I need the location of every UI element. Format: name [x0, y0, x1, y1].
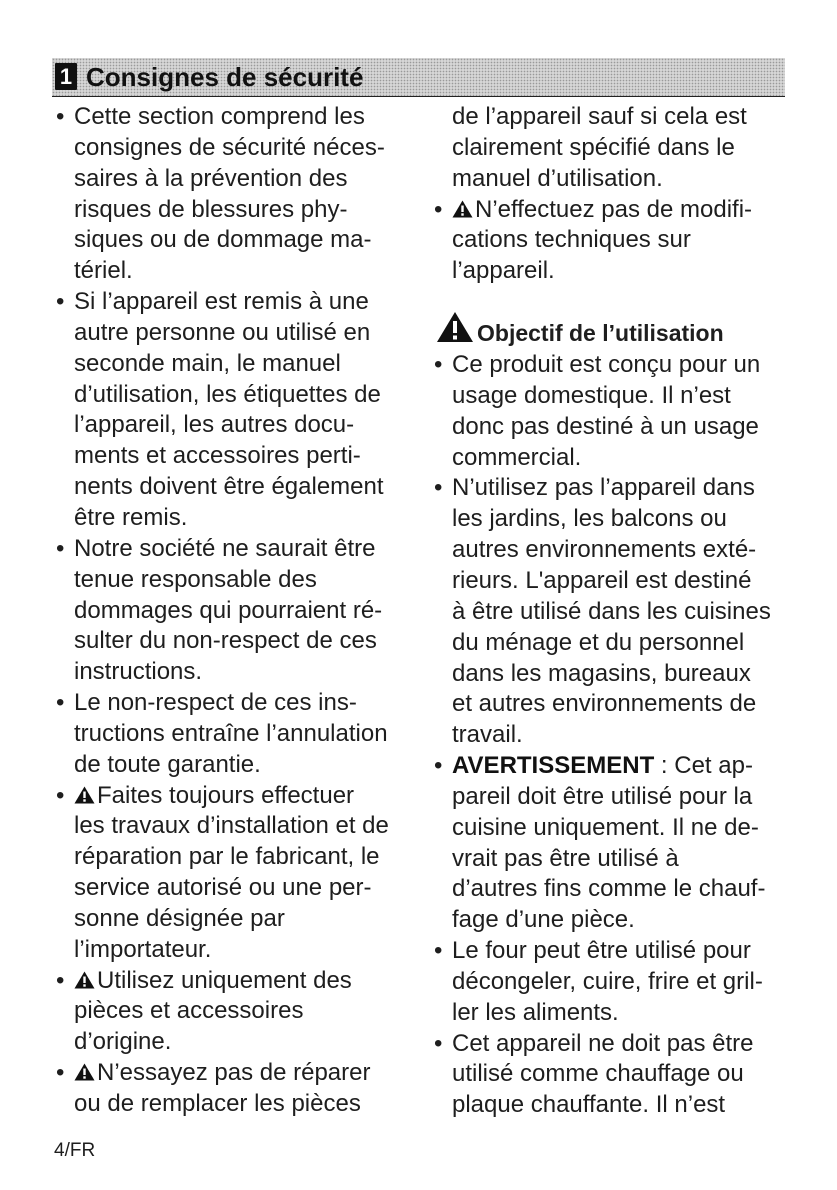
bullet-item: [54, 966, 414, 1059]
text-line: donc pas destiné à un usage: [452, 412, 759, 440]
text-line: les jardins, les balcons ou: [452, 505, 727, 533]
text-line: et autres environnements de: [452, 690, 757, 718]
subheading-intended-use: [432, 311, 804, 350]
text-line: AVERTISSEMENT : Cet ap-: [452, 752, 753, 780]
text-line: du ménage et du personnel: [452, 628, 745, 656]
text-line: tenue responsable des: [74, 565, 317, 593]
bullet-marker: •: [56, 103, 65, 130]
bullet-marker: •: [56, 1059, 65, 1087]
text-line: clairement spécifié dans le: [452, 133, 735, 161]
bullet-marker: •: [434, 752, 443, 780]
text-line: l’importateur.: [74, 935, 212, 963]
warning-triangle-icon: [74, 1063, 95, 1081]
text-line: d’autres fins comme le chauf-: [452, 875, 766, 903]
section-number-badge: 1: [55, 63, 77, 90]
text-line: à être utilisé dans les cuisines: [452, 597, 771, 625]
text-line: pièces et accessoires: [74, 997, 304, 1025]
warning-list: [432, 195, 804, 288]
text-line: Notre société ne saurait être: [74, 534, 376, 562]
text-line: Utilisez uniquement des: [74, 966, 414, 997]
subheading-text: Objectif de l’utilisation: [477, 320, 724, 347]
text-line: instructions.: [74, 658, 203, 686]
text-line: tructions entraîne l’annulation: [74, 719, 388, 747]
bullet-marker: •: [434, 1029, 443, 1057]
text-line: fage d’une pièce.: [452, 906, 635, 934]
usage-list: [432, 350, 804, 1121]
text-line: Le non-respect de ces ins-: [74, 689, 357, 717]
text-line: seconde main, le manuel: [74, 349, 341, 377]
text-line: Le four peut être utilisé pour: [452, 937, 751, 965]
text-line: nents doivent être également: [74, 473, 384, 501]
text-line: rieurs. L'appareil est destiné: [452, 566, 752, 594]
text-line: N’essayez pas de réparer: [74, 1058, 414, 1089]
text-line: ments et accessoires perti-: [74, 442, 361, 470]
text-line: Cet appareil ne doit pas être: [452, 1029, 754, 1057]
text-line: vrait pas être utilisé à: [452, 844, 679, 872]
text-line: réparation par le fabricant, le: [74, 843, 380, 871]
bullet-item: [432, 936, 804, 1029]
bullet-marker: •: [434, 351, 443, 379]
bullet-marker: •: [434, 195, 443, 223]
text-line: l’appareil, les autres docu-: [74, 411, 355, 439]
bullet-marker: •: [56, 534, 65, 562]
warning-triangle-icon: [436, 311, 474, 343]
text-line: être remis.: [74, 503, 188, 531]
text-line: ou de remplacer les pièces: [74, 1090, 361, 1117]
bullet-item: [54, 287, 414, 534]
text-line: d’utilisation, les étiquettes de: [74, 380, 381, 408]
text-line: décongeler, cuire, frire et gril-: [452, 967, 763, 995]
text-line: autre personne ou utilisé en: [74, 318, 371, 346]
text-line: tériel.: [74, 257, 133, 285]
bullet-marker: •: [56, 689, 65, 717]
section-title: Consignes de sécurité: [86, 62, 364, 92]
bullet-item: [432, 350, 804, 473]
text-line: saires à la prévention des: [74, 164, 348, 192]
bullet-item: [432, 1029, 804, 1122]
text-line: dans les magasins, bureaux: [452, 659, 751, 687]
text-line: Cette section comprend les: [74, 103, 365, 130]
bullet-item: [432, 195, 804, 288]
text-line: pareil doit être utilisé pour la: [452, 782, 753, 810]
continued-paragraph: [432, 102, 804, 195]
bullet-marker: •: [434, 474, 443, 502]
text-line: ler les aliments.: [452, 998, 619, 1026]
warning-triangle-icon: [74, 786, 95, 804]
page-number: 4/FR: [54, 1140, 96, 1161]
text-line: cuisine uniquement. Il ne de-: [452, 813, 759, 841]
text-line: de l’appareil sauf si cela est: [452, 103, 747, 130]
bullet-item: [54, 102, 414, 287]
bullet-item: [54, 534, 414, 688]
text-line: sonne désignée par: [74, 904, 285, 932]
section-header: [52, 58, 785, 97]
bullet-marker: •: [434, 937, 443, 965]
bullet-marker: •: [56, 288, 65, 316]
warning-triangle-icon: [74, 971, 95, 989]
text-line: N’utilisez pas l’appareil dans: [452, 474, 755, 502]
text-line: Ce produit est conçu pour un: [452, 351, 761, 379]
bullet-item: [432, 473, 804, 751]
text-line: autres environnements exté-: [452, 536, 757, 564]
text-line: sulter du non-respect de ces: [74, 627, 377, 655]
warning-triangle-icon: [452, 200, 473, 218]
text-line: les travaux d’installation et de: [74, 812, 389, 840]
bullet-marker: •: [56, 966, 65, 994]
text-line: Si l’appareil est remis à une: [74, 288, 369, 316]
text-line: de toute garantie.: [74, 750, 261, 778]
text-line: Faites toujours effectuer: [74, 781, 414, 812]
bullet-item: [432, 751, 804, 936]
text-line: utilisé comme chauffage ou: [452, 1060, 744, 1088]
text-line: usage domestique. Il n’est: [452, 381, 731, 409]
text-line: commercial.: [452, 443, 582, 471]
bullet-item: [54, 688, 414, 781]
text-line: plaque chauffante. Il n’est: [452, 1091, 726, 1119]
right-column: [432, 102, 804, 1121]
text-line: d’origine.: [74, 1028, 172, 1056]
text-line: siques ou de dommage ma-: [74, 226, 372, 254]
text-line: service autorisé ou une per-: [74, 874, 372, 902]
text-line: l’appareil.: [452, 257, 555, 285]
bullet-item: [54, 1058, 414, 1120]
text-line: N’effectuez pas de modifi-: [452, 195, 804, 226]
text-line: manuel d’utilisation.: [452, 164, 663, 192]
text-line: consignes de sécurité néces-: [74, 133, 385, 161]
text-line: risques de blessures phy-: [74, 195, 348, 223]
left-column: [54, 102, 414, 1120]
warning-label: AVERTISSEMENT: [452, 752, 655, 780]
text-line: dommages qui pourraient ré-: [74, 596, 383, 624]
bullet-marker: •: [56, 781, 65, 809]
bullet-item: [54, 781, 414, 966]
text-line: cations techniques sur: [452, 226, 691, 254]
text-line: travail.: [452, 721, 523, 749]
